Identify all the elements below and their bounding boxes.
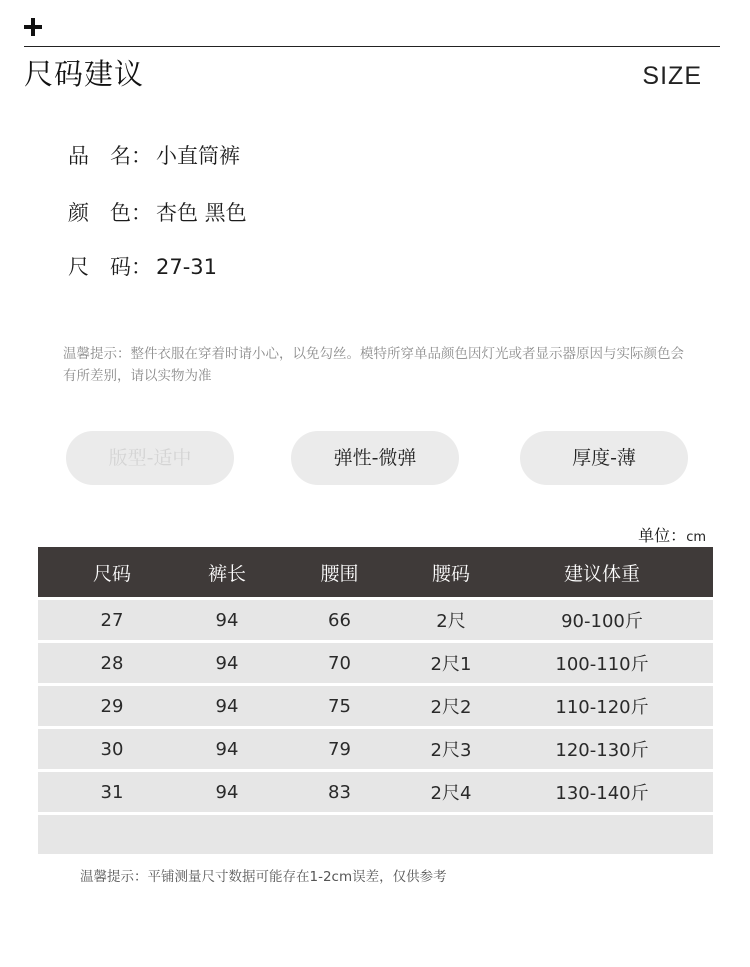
- table-row: [38, 728, 713, 771]
- cell-size: 30: [38, 728, 186, 771]
- size-range-value: 27-31: [156, 255, 218, 279]
- product-name-label: 品 名：: [68, 144, 152, 168]
- cell-length: 94: [186, 728, 268, 771]
- elasticity-attribute: 弹性-微弹: [291, 431, 459, 485]
- cell-waist: 75: [268, 685, 411, 728]
- page-title: 尺码建议: [24, 57, 145, 91]
- table-row-empty: [38, 814, 713, 855]
- cell-waist: 66: [268, 599, 411, 642]
- table-row: [38, 685, 713, 728]
- cell-waist-code: 2尺3: [411, 728, 491, 771]
- color-value: 杏色 黑色: [156, 201, 247, 225]
- color-row: [68, 197, 247, 227]
- cell-waist-code: 2尺: [411, 599, 491, 642]
- header-weight: 建议体重: [491, 547, 713, 599]
- cell-weight: 100-110斤: [491, 642, 713, 685]
- cell-waist-code: 2尺1: [411, 642, 491, 685]
- cell-size: 31: [38, 771, 186, 814]
- cell-size: 28: [38, 642, 186, 685]
- cell-length: 94: [186, 685, 268, 728]
- product-name-value: 小直筒裤: [156, 144, 240, 168]
- cell-waist: 79: [268, 728, 411, 771]
- unit-label-text: 单位：: [638, 526, 687, 545]
- size-range-row: [68, 251, 217, 281]
- header-waist-code: 腰码: [411, 547, 491, 599]
- plus-icon: [24, 18, 42, 36]
- product-name-row: [68, 140, 240, 170]
- unit-value: cm: [686, 530, 706, 545]
- table-row: [38, 771, 713, 814]
- cell-weight: 110-120斤: [491, 685, 713, 728]
- care-tip: 温馨提示：整件衣服在穿着时请小心，以免勾丝。模特所穿单品颜色因灯光或者显示器原因与实际颜色会有所差别，请以实物为准: [63, 346, 684, 384]
- size-range-label: 尺 码：: [68, 255, 152, 279]
- size-heading: SIZE: [642, 62, 702, 90]
- top-divider: [24, 46, 720, 47]
- cell-size: 27: [38, 599, 186, 642]
- cell-length: 94: [186, 599, 268, 642]
- fit-attribute: 版型-适中: [66, 431, 234, 485]
- cell-waist: 83: [268, 771, 411, 814]
- cell-weight: 90-100斤: [491, 599, 713, 642]
- thickness-attribute: 厚度-薄: [520, 431, 688, 485]
- header-length: 裤长: [186, 547, 268, 599]
- table-row: [38, 599, 713, 642]
- color-label: 颜 色：: [68, 201, 152, 225]
- cell-waist-code: 2尺2: [411, 685, 491, 728]
- table-header-row: [38, 547, 713, 599]
- cell-waist: 70: [268, 642, 411, 685]
- cell-length: 94: [186, 642, 268, 685]
- measurement-note: 温馨提示：平铺测量尺寸数据可能存在1-2cm误差，仅供参考: [80, 869, 447, 885]
- cell-weight: 120-130斤: [491, 728, 713, 771]
- cell-length: 94: [186, 771, 268, 814]
- table-row: [38, 642, 713, 685]
- header-size: 尺码: [38, 547, 186, 599]
- cell-size: 29: [38, 685, 186, 728]
- unit-label: [638, 523, 706, 546]
- size-table: [38, 547, 713, 854]
- header-waist: 腰围: [268, 547, 411, 599]
- cell-waist-code: 2尺4: [411, 771, 491, 814]
- cell-weight: 130-140斤: [491, 771, 713, 814]
